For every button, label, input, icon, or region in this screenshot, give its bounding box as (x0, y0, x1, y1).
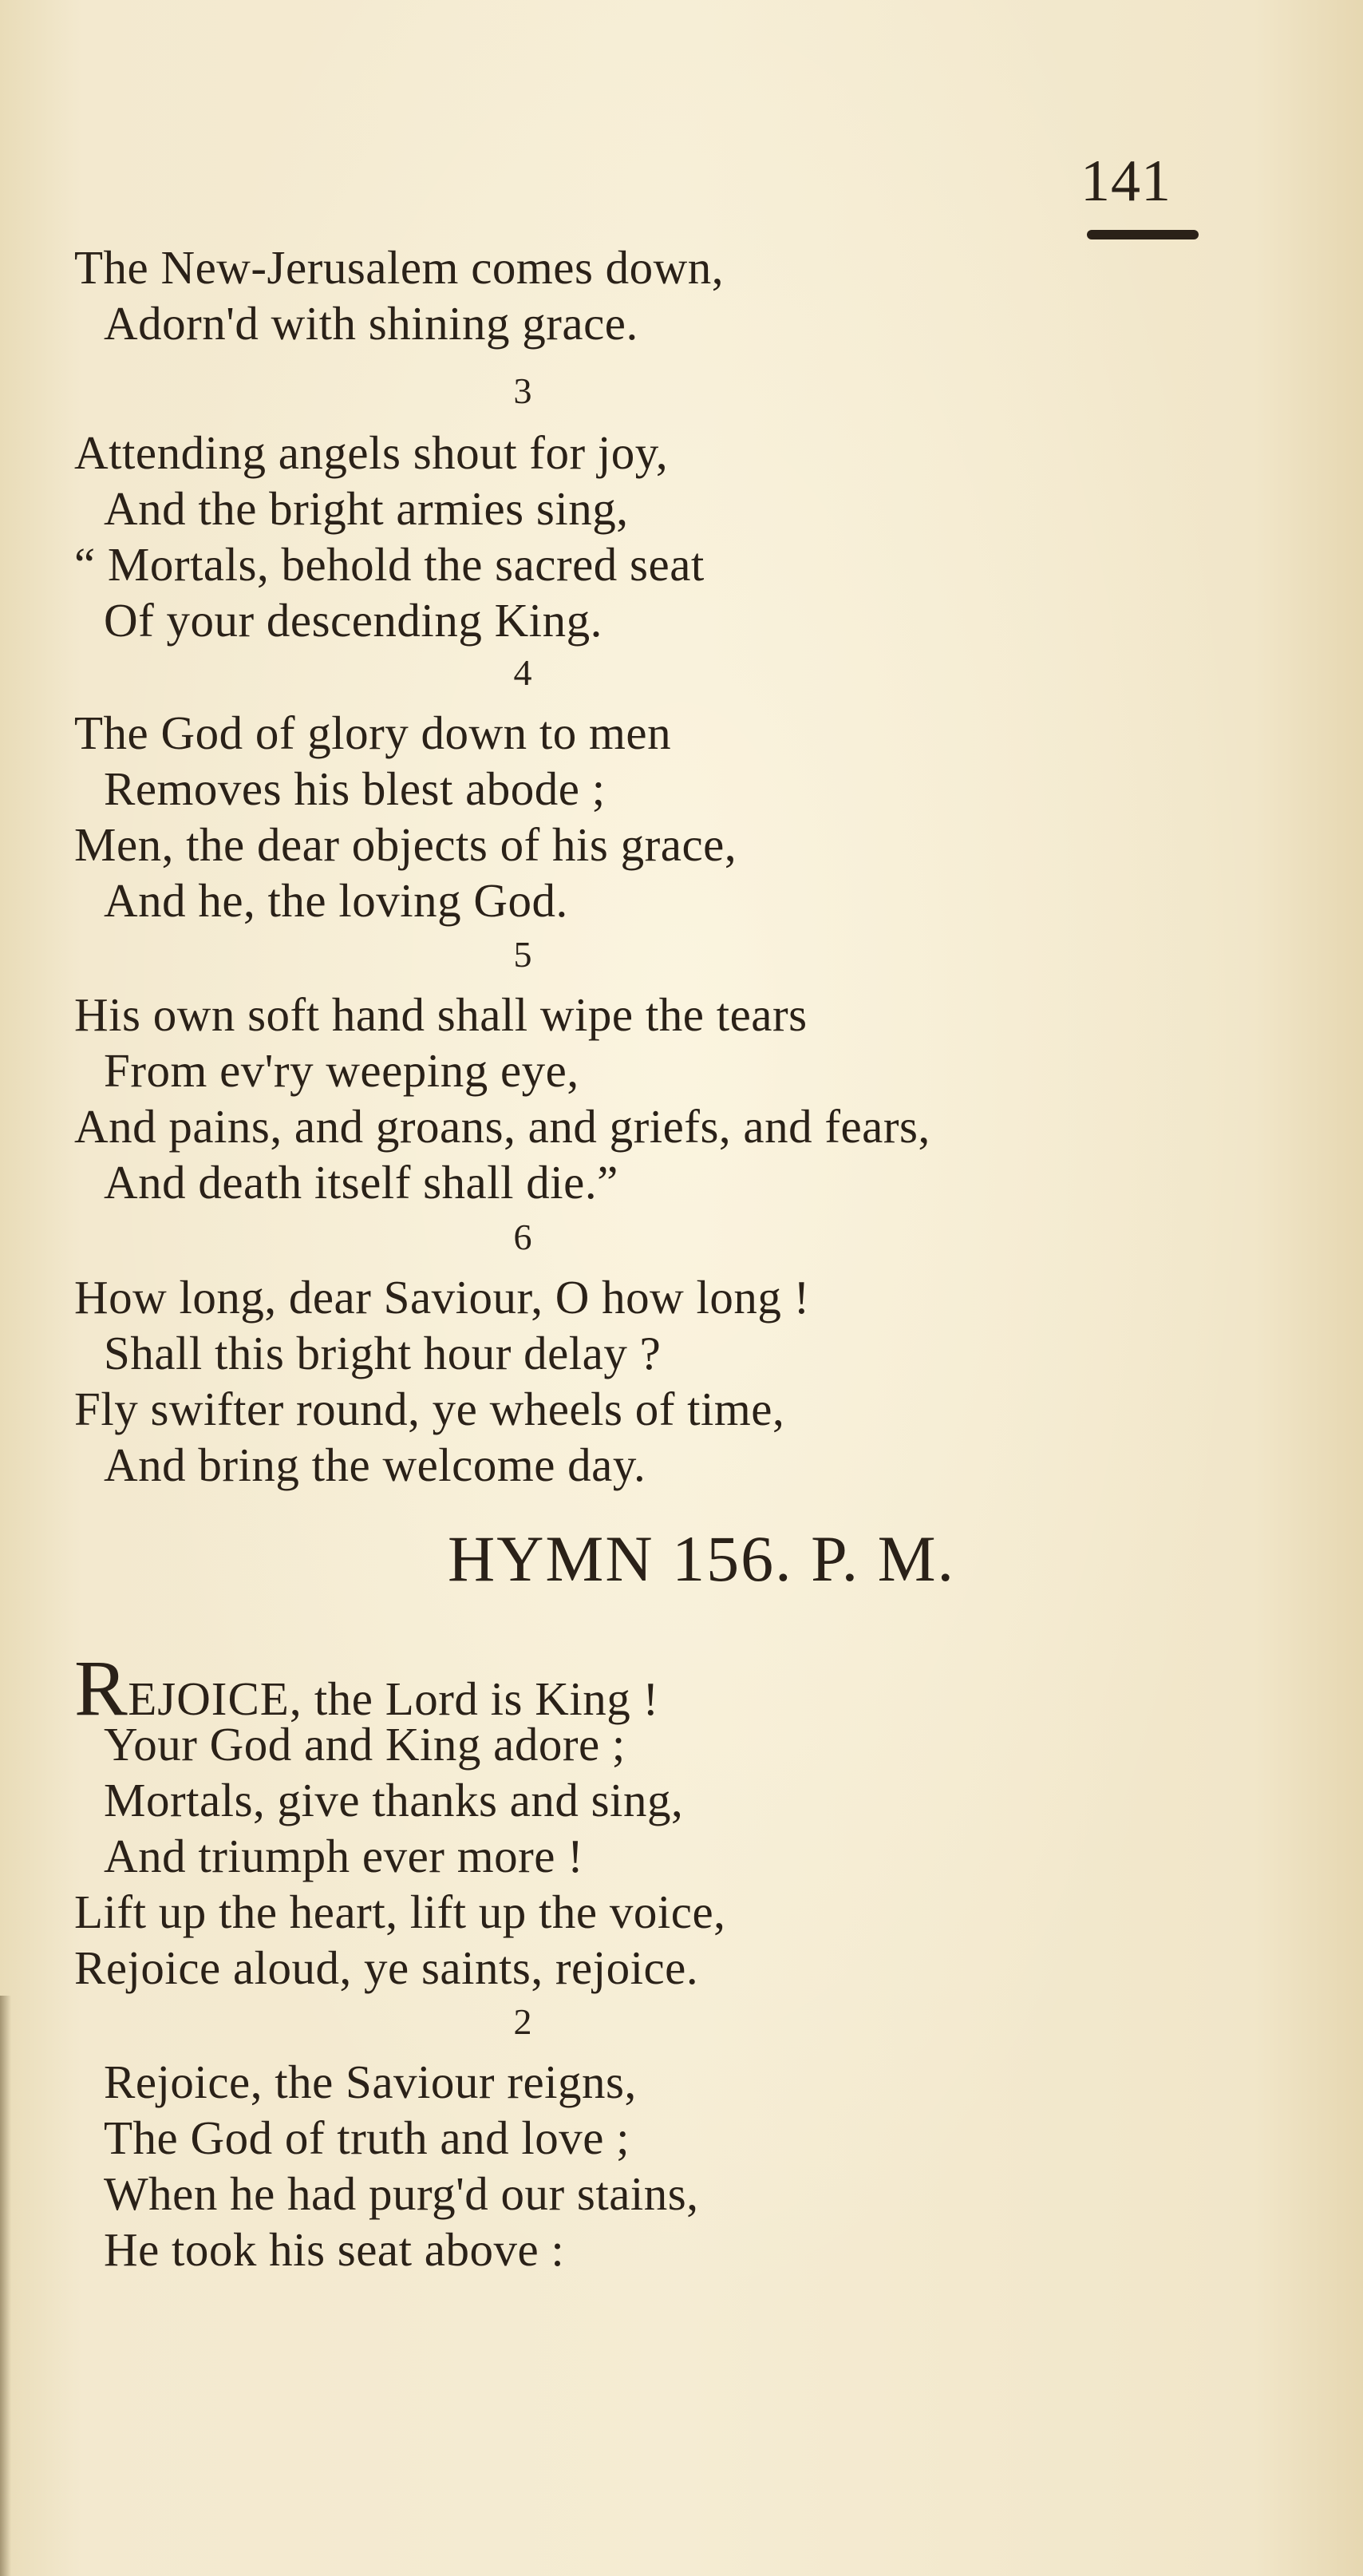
text-line: His own soft hand shall wipe the tears (74, 988, 808, 1041)
page-number: 141 (1081, 148, 1171, 214)
text-line: Removes his blest abode ; (104, 762, 606, 815)
text-line: Adorn'd with shining grace. (104, 297, 638, 350)
text-line: And he, the loving God. (104, 874, 568, 927)
verse-number: 3 (513, 370, 532, 411)
hymn-title: HYMN 156. P. M. (448, 1522, 955, 1595)
text-line: The New-Jerusalem comes down, (74, 241, 725, 294)
text-line: Shall this bright hour delay ? (104, 1327, 662, 1379)
first-word-rest: EJOICE, (128, 1672, 302, 1725)
text-line: When he had purg'd our stains, (104, 2167, 699, 2220)
text-line: Attending angels shout for joy, (74, 426, 669, 479)
text-line: How long, dear Saviour, O how long ! (74, 1271, 810, 1324)
verse-number: 6 (513, 1217, 532, 1257)
first-line-rest: the Lord is King ! (302, 1672, 659, 1725)
text-line: Rejoice, the Saviour reigns, (104, 2056, 637, 2108)
text-line: He took his seat above : (104, 2223, 565, 2276)
text-line: And triumph ever more ! (104, 1830, 584, 1882)
verse-number: 2 (513, 2001, 532, 2042)
text-line: Of your descending King. (104, 594, 602, 647)
text-line: And the bright armies sing, (104, 482, 629, 535)
page-number-rule (1087, 230, 1199, 239)
text-line: Mortals, give thanks and sing, (104, 1774, 684, 1826)
text-line: Lift up the heart, lift up the voice, (74, 1886, 726, 1938)
text-line: The God of glory down to men (74, 706, 672, 759)
text-line: Fly swifter round, ye wheels of time, (74, 1383, 785, 1435)
text-line: And bring the welcome day. (104, 1438, 646, 1491)
text-line: From ev'ry weeping eye, (104, 1044, 579, 1097)
verse-number: 4 (513, 652, 532, 693)
dropcap: R (74, 1644, 128, 1732)
text-line: And pains, and groans, and griefs, and fears, (74, 1100, 930, 1153)
text-line: And death itself shall die.” (104, 1156, 618, 1209)
text-line: Rejoice aloud, ye saints, rejoice. (74, 1941, 699, 1994)
text-line: The God of truth and love ; (104, 2111, 630, 2164)
verse-number: 5 (513, 934, 532, 975)
page-edge-shadow (0, 1996, 11, 2576)
text-line: Your God and King adore ; (104, 1718, 626, 1771)
text-line: Men, the dear objects of his grace, (74, 818, 737, 871)
text-line: “ Mortals, behold the sacred seat (74, 538, 705, 591)
